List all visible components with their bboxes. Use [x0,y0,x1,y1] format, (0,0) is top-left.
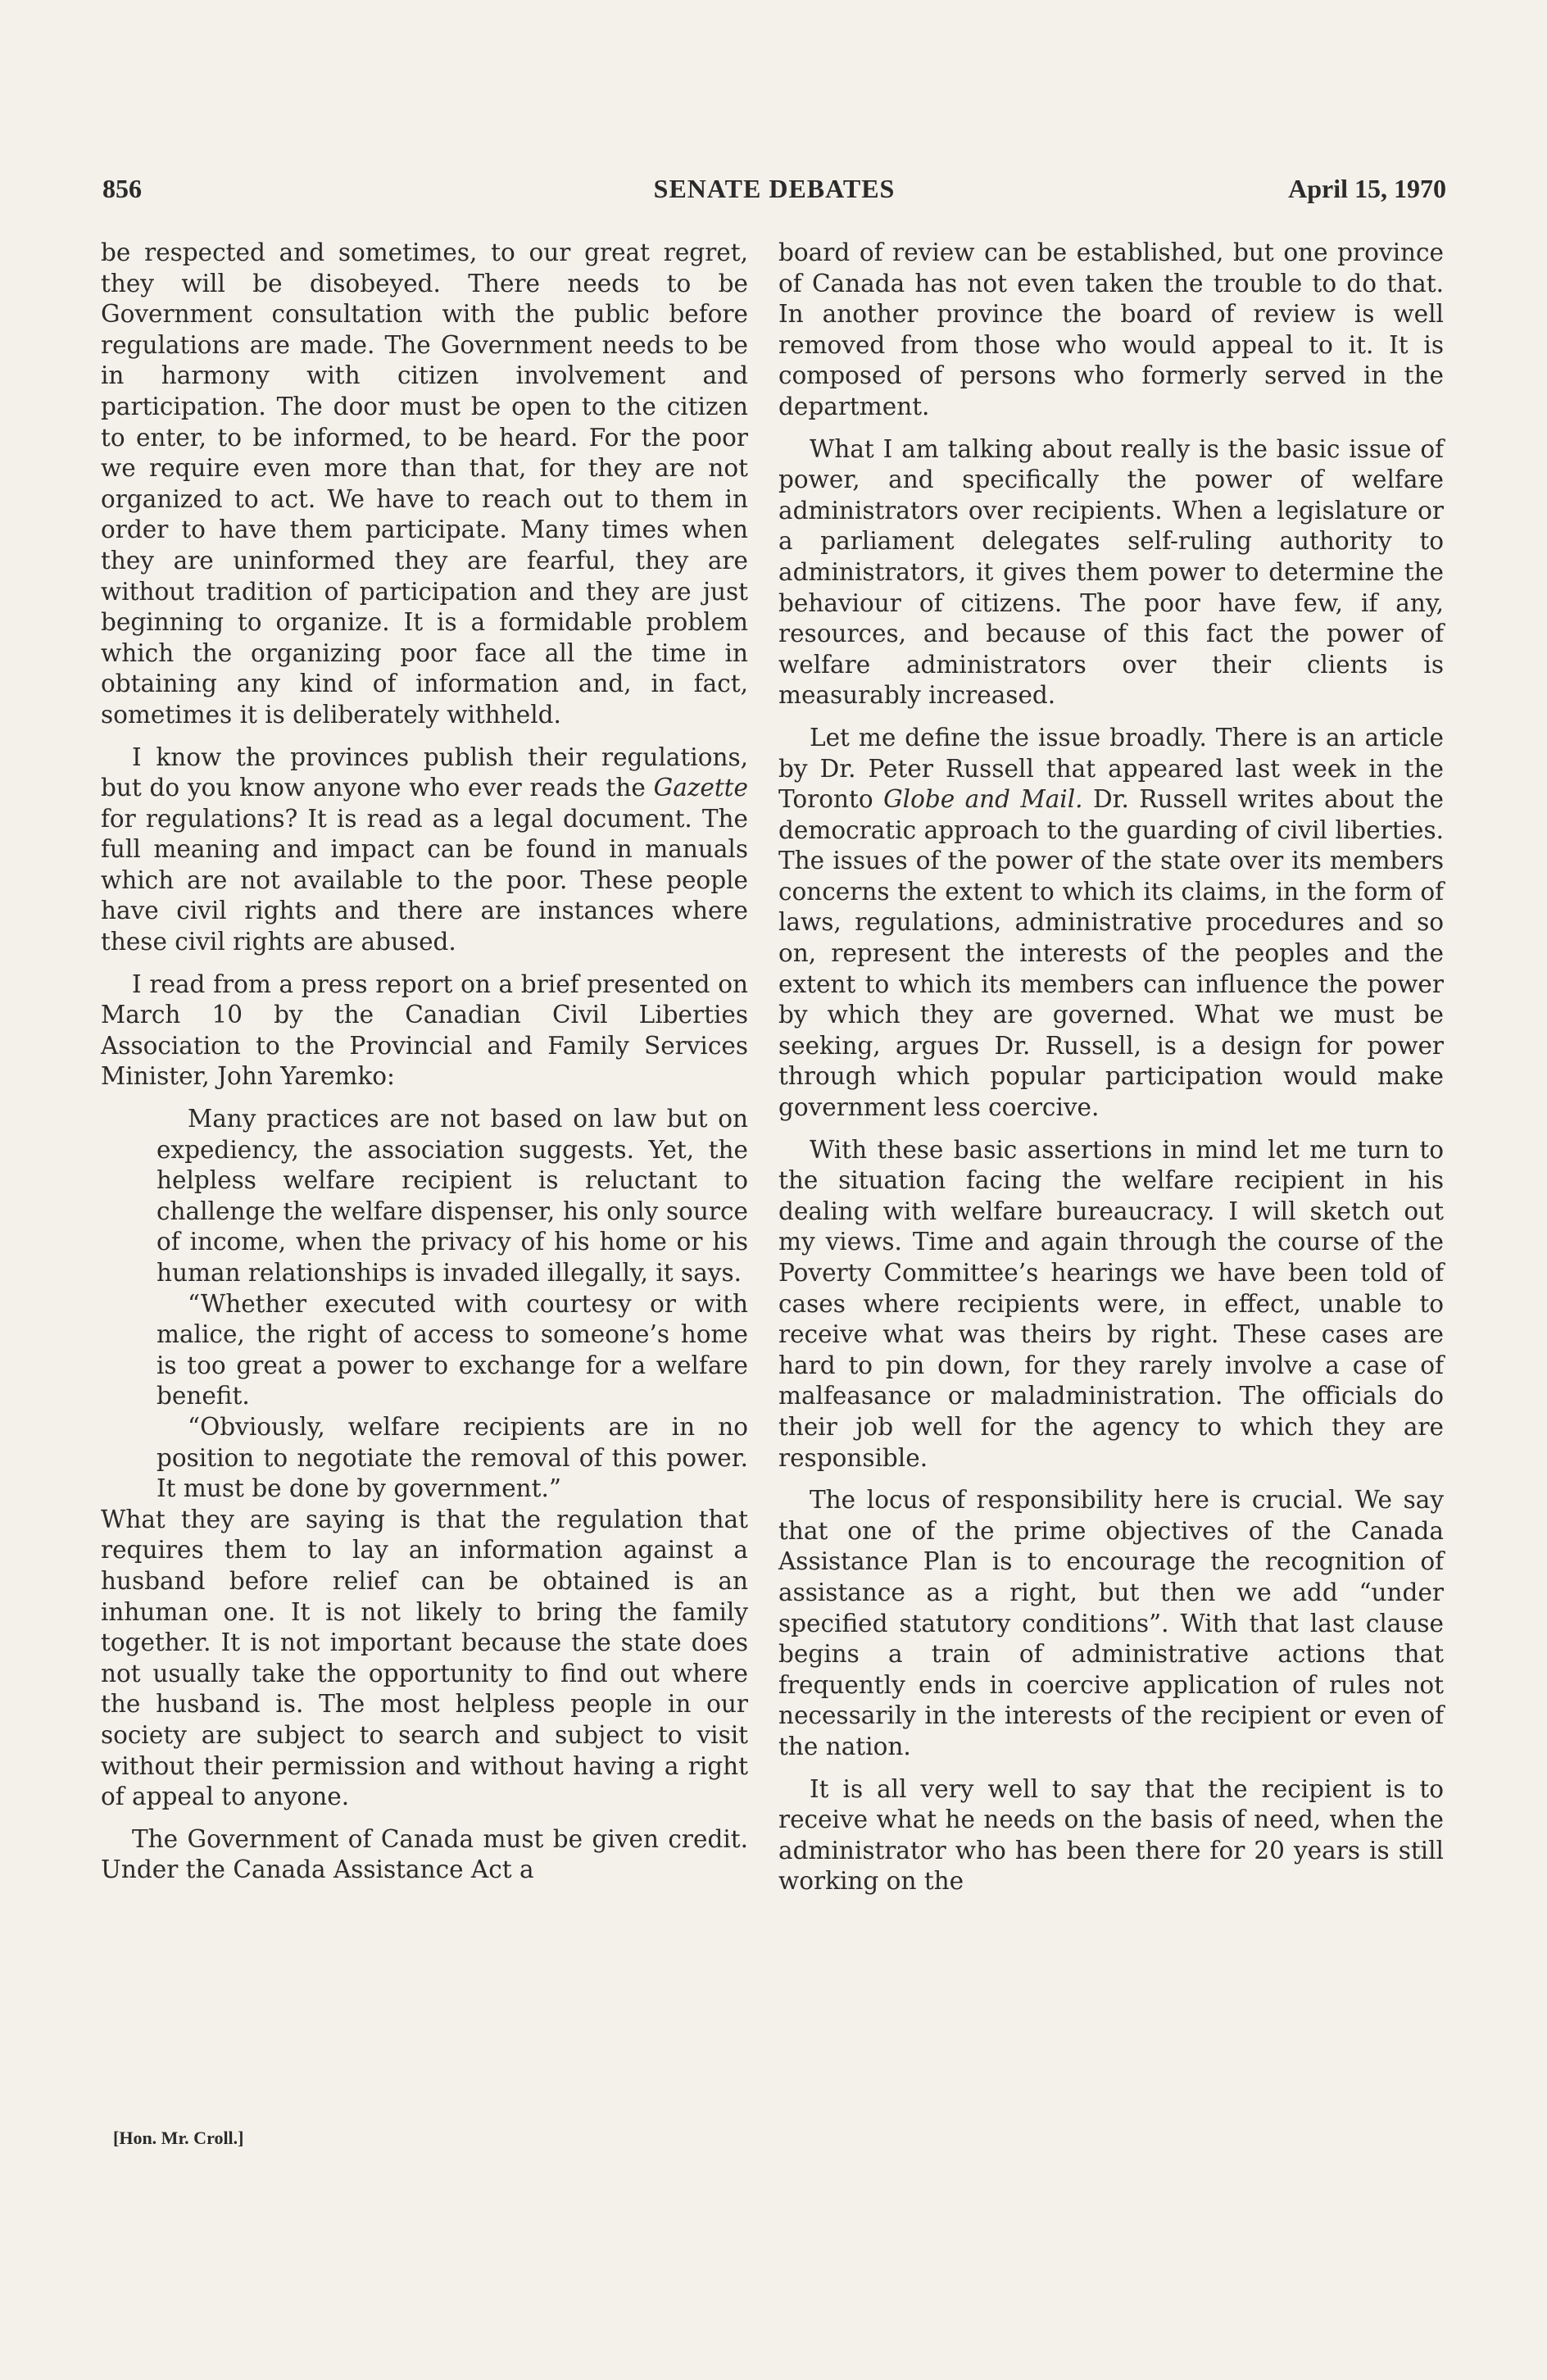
page-number: 856 [102,174,142,203]
publication-title: SENATE DEBATES [653,174,896,203]
quote-paragraph: “Obviously, welfare recipients are in no position to negotiate the removal of this power. It must be done by government.” [157,1412,748,1503]
right-column [778,238,1444,1897]
quote-paragraph: “Whether executed with courtesy or with malice, the right of access to someone’s home is too great a power to exchange for a welfare benefit. [157,1289,748,1410]
left-column [101,238,748,1886]
page-date: April 15, 1970 [1288,174,1446,203]
paragraph: With these basic assertions in mind let me turn to the situation facing the welfare recipient in his dealing with welfare bureaucracy. I will sketch out my views. Time and again through the course of the Poverty Committee’s hearings we have been told of cases where recipients were, in effect, unable to receive what was theirs by right. These cases are hard to pin down, for they rarely involve a case of malfeasance or maladministration. The officials do their job well for the agency to which they are responsible. [778,1135,1444,1472]
block-quote [157,1104,748,1505]
paragraph: What they are saying is that the regulation that requires them to lay an information against a husband before relief can be obtained is an inhuman one. It is not likely to bring the family together. It is not important because the state does not usually take the opportunity to find out where the husband is. The most helpless people in our society are subject to search and subject to visit without their permission and without having a right of appeal to anyone. [101,1505,748,1811]
paragraph: board of review can be established, but one province of Canada has not even taken the trouble to do that. In another province the board of review is well removed from those who would appeal to it. It is composed of persons who formerly served in the department. [778,238,1444,420]
speaker-attribution: [Hon. Mr. Croll.] [113,2128,244,2148]
paragraph: What I am talking about really is the basic issue of power, and specifically the power of welfare administrators over recipients. When a legislature or a parliament delegates self-ruling authority to administrators, it gives them power to determine the behaviour of citizens. The poor have few, if any, resources, and because of this fact the power of welfare administrators over their clients is measurably increased. [778,434,1444,710]
quote-paragraph: Many practices are not based on law but on expediency, the association suggests. Yet, the helpless welfare recipient is reluctant to challenge the welfare dispenser, his only source of income, when the privacy of his home or his human relationships is invaded illegally, it says. [157,1105,748,1287]
paragraph: be respected and sometimes, to our great regret, they will be disobeyed. There needs to be Government consultation with the public before regulations are made. The Government needs to be in harmony with citizen involvement and participation. The door must be open to the citizen to enter, to be informed, to be heard. For the poor we require even more than that, for they are not organized to act. We have to reach out to them in order to have them participate. Many times when they are uninformed they are fearful, they are without tradition of participation and they are just beginning to organize. It is a formidable problem which the organizing poor face all the time in obtaining any kind of information and, in fact, sometimes it is deliberately withheld. [101,238,748,729]
paragraph: The Government of Canada must be given credit. Under the Canada Assistance Act a [101,1824,748,1884]
paragraph: The locus of responsibility here is crucial. We say that one of the prime objectives of the Canada Assistance Plan is to encourage the recognition of assistance as a right, but then we add “under specified statutory conditions”. With that last clause begins a train of administrative actions that frequently ends in coercive application of rules not necessarily in the interests of the recipient or even of the nation. [778,1486,1444,1760]
paragraph: It is all very well to say that the recipient is to receive what he needs on the basis of need, when the administrator who has been there for 20 years is still working on the [778,1774,1444,1896]
paragraph: I know the provinces publish their regulations, but do you know anyone who ever reads the Gazette for regulations? It is read as a legal document. The full meaning and impact can be found in manuals which are not available to the poor. These people have civil rights and there are instances where these civil rights are abused. [101,743,748,956]
paragraph: Let me define the issue broadly. There is an article by Dr. Peter Russell that appeared last week in the Toronto Globe and Mail. Dr. Russell writes about the democratic approach to the guarding of civil liberties. The issues of the power of the state over its members concerns the extent to which its claims, in the form of laws, regulations, administrative procedures and so on, represent the interests of the peoples and the extent to which its members can influence the power by which they are governed. What we must be seeking, argues Dr. Russell, is a design for power through which popular participation would make government less coercive. [778,723,1444,1122]
paragraph: I read from a press report on a brief presented on March 10 by the Canadian Civil Liberties Association to the Provincial and Family Services Minister, John Yaremko: [101,970,748,1091]
page-header [102,174,1446,210]
